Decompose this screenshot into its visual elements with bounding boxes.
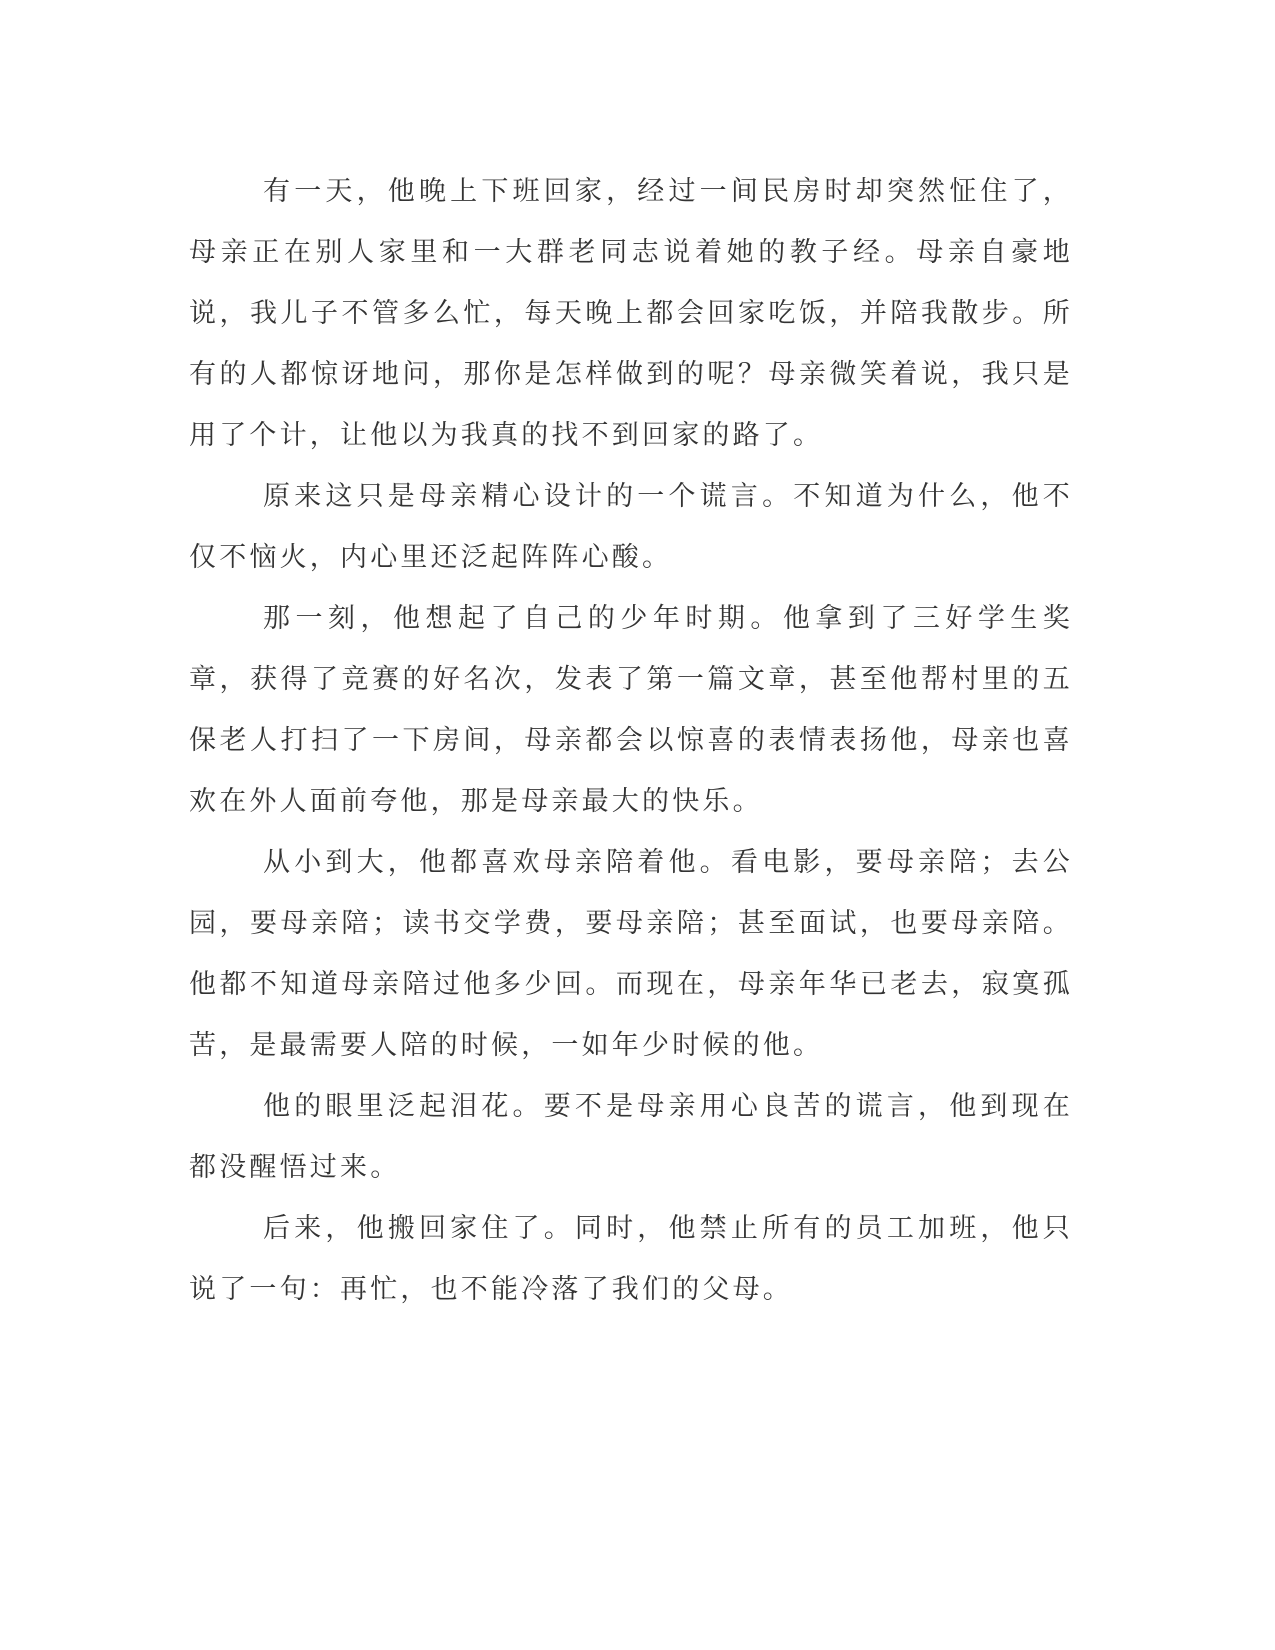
paragraph-6: 后来，他搬回家住了。同时，他禁止所有的员工加班，他只说了一句：再忙，也不能冷落了我们的父母。 xyxy=(189,1213,1073,1305)
paragraph-2: 原来这只是母亲精心设计的一个谎言。不知道为什么，他不仅不恼火，内心里还泛起阵阵心酸。 xyxy=(189,481,1073,573)
paragraph-5: 他的眼里泛起泪花。要不是母亲用心良苦的谎言，他到现在都没醒悟过来。 xyxy=(189,1091,1073,1183)
paragraph-4: 从小到大，他都喜欢母亲陪着他。看电影，要母亲陪；去公园，要母亲陪；读书交学费，要母亲陪；甚至面试，也要母亲陪。他都不知道母亲陪过他多少回。而现在，母亲年华已老去，寂寞孤苦，是最需要人陪的时候，一如年少时候的他。 xyxy=(189,847,1073,1061)
paragraph-1: 有一天，他晚上下班回家，经过一间民房时却突然怔住了，母亲正在别人家里和一大群老同志说着她的教子经。母亲自豪地说，我儿子不管多么忙，每天晚上都会回家吃饭，并陪我散步。所有的人都惊讶地问，那你是怎样做到的呢？母亲微笑着说，我只是用了个计，让他以为我真的找不到回家的路了。 xyxy=(189,176,1073,451)
paragraph-3: 那一刻，他想起了自己的少年时期。他拿到了三好学生奖章，获得了竞赛的好名次，发表了第一篇文章，甚至他帮村里的五保老人打扫了一下房间，母亲都会以惊喜的表情表扬他，母亲也喜欢在外人面前夸他，那是母亲最大的快乐。 xyxy=(189,603,1073,817)
article-body xyxy=(189,161,1073,1320)
